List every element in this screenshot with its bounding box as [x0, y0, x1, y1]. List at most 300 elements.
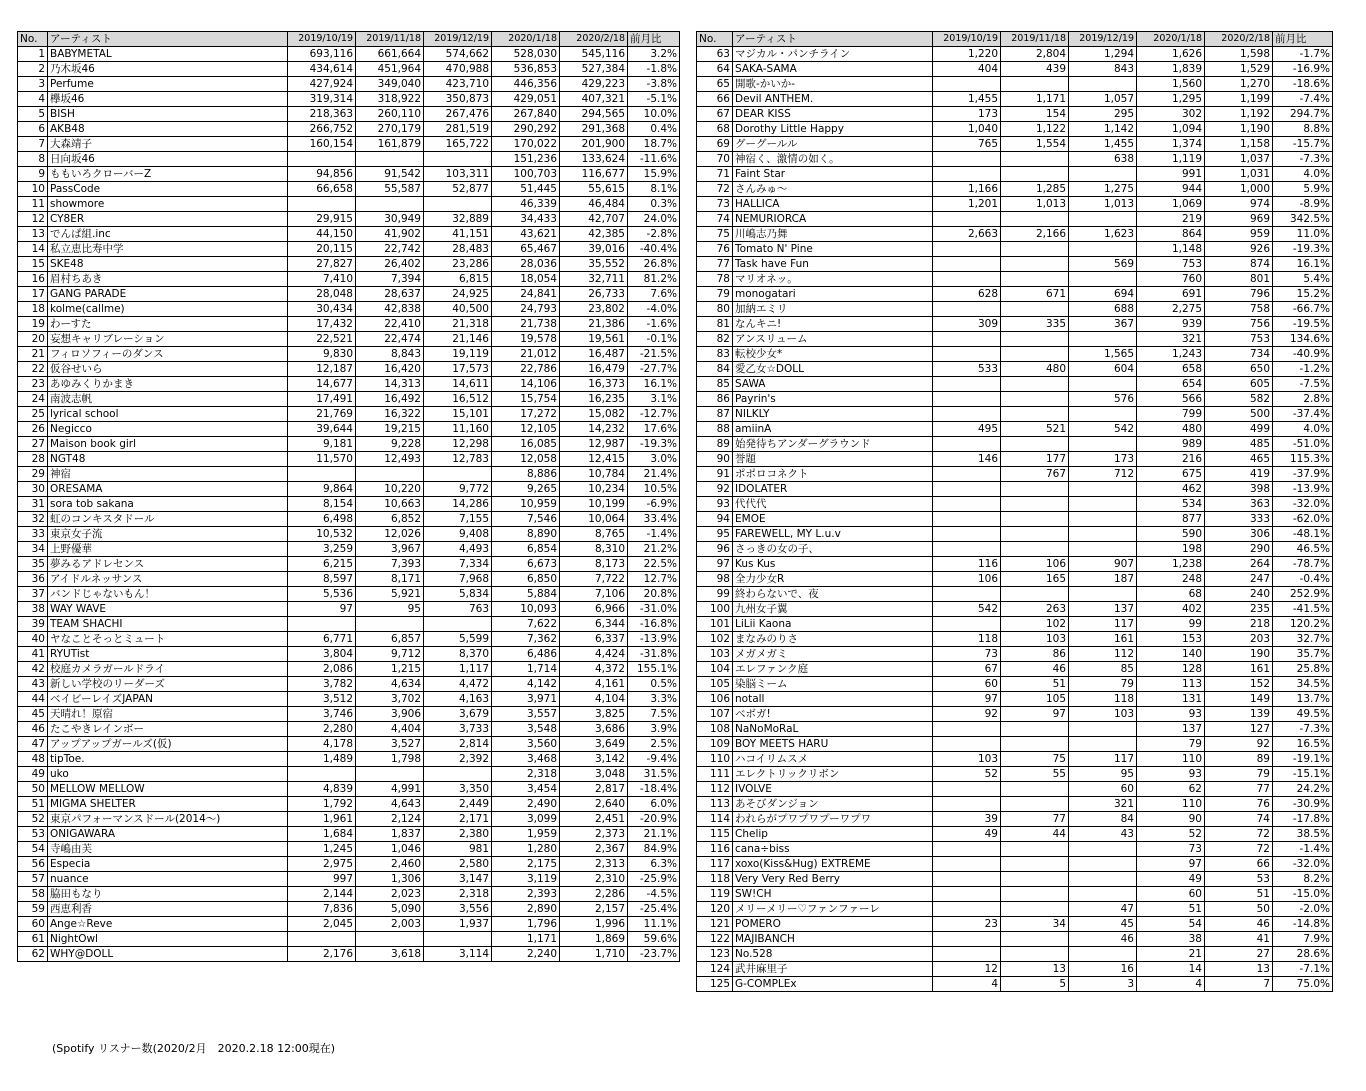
- listeners-cell: 758: [1205, 302, 1273, 317]
- artist-cell: 眉村ちあき: [48, 272, 288, 287]
- listeners-cell: 13: [1205, 962, 1273, 977]
- change-cell: 8.2%: [1273, 872, 1333, 887]
- table-row: [697, 77, 1333, 92]
- listeners-cell: 46,339: [492, 197, 560, 212]
- rank-cell: 115: [697, 827, 733, 842]
- listeners-cell: 3,557: [492, 707, 560, 722]
- rank-cell: 113: [697, 797, 733, 812]
- listeners-cell: [933, 482, 1001, 497]
- listeners-cell: 470,988: [424, 62, 492, 77]
- table-row: [18, 272, 680, 287]
- artist-cell: showmore: [48, 197, 288, 212]
- change-cell: 342.5%: [1273, 212, 1333, 227]
- rank-cell: 17: [18, 287, 48, 302]
- listeners-cell: 691: [1137, 287, 1205, 302]
- listeners-cell: [1069, 737, 1137, 752]
- header-change: 前月比: [1273, 32, 1333, 47]
- listeners-cell: 604: [1069, 362, 1137, 377]
- listeners-cell: 66: [1205, 857, 1273, 872]
- listeners-cell: [356, 467, 424, 482]
- listeners-cell: 9,181: [288, 437, 356, 452]
- artist-cell: 愛乙女☆DOLL: [733, 362, 933, 377]
- listeners-cell: 5,884: [492, 587, 560, 602]
- listeners-cell: [933, 377, 1001, 392]
- listeners-cell: 3,825: [560, 707, 628, 722]
- listeners-cell: 99: [1137, 617, 1205, 632]
- table-row: [18, 62, 680, 77]
- artist-cell: Task have Fun: [733, 257, 933, 272]
- listeners-cell: 959: [1205, 227, 1273, 242]
- listeners-cell: 688: [1069, 302, 1137, 317]
- rank-cell: 93: [697, 497, 733, 512]
- change-cell: -1.4%: [628, 527, 680, 542]
- rank-cell: 31: [18, 497, 48, 512]
- change-cell: -48.1%: [1273, 527, 1333, 542]
- listeners-cell: 574,662: [424, 47, 492, 62]
- table-row: [18, 302, 680, 317]
- table-row: [18, 857, 680, 872]
- listeners-cell: 712: [1069, 467, 1137, 482]
- change-cell: -15.1%: [1273, 767, 1333, 782]
- change-cell: -19.1%: [1273, 752, 1333, 767]
- listeners-cell: 7,394: [356, 272, 424, 287]
- listeners-cell: [288, 767, 356, 782]
- artist-cell: 誉題: [733, 452, 933, 467]
- change-cell: 4.0%: [1273, 167, 1333, 182]
- listeners-cell: 1,119: [1137, 152, 1205, 167]
- change-cell: 115.3%: [1273, 452, 1333, 467]
- listeners-cell: 20,115: [288, 242, 356, 257]
- change-cell: -7.4%: [1273, 92, 1333, 107]
- table-row: [697, 647, 1333, 662]
- artist-cell: amiinA: [733, 422, 933, 437]
- artist-cell: Dorothy Little Happy: [733, 122, 933, 137]
- listeners-cell: 8,171: [356, 572, 424, 587]
- listeners-cell: 3,618: [356, 947, 424, 962]
- listeners-cell: [933, 392, 1001, 407]
- listeners-cell: 97: [288, 602, 356, 617]
- listeners-cell: [424, 932, 492, 947]
- artist-cell: 欅坂46: [48, 92, 288, 107]
- table-row: [697, 542, 1333, 557]
- change-cell: 7.9%: [1273, 932, 1333, 947]
- artist-cell: tipToe.: [48, 752, 288, 767]
- listeners-cell: 137: [1069, 602, 1137, 617]
- artist-cell: GANG PARADE: [48, 287, 288, 302]
- listeners-cell: 170,022: [492, 137, 560, 152]
- table-row: [697, 347, 1333, 362]
- listeners-cell: 92: [1205, 737, 1273, 752]
- artist-cell: なんキニ!: [733, 317, 933, 332]
- rank-cell: 119: [697, 887, 733, 902]
- artist-cell: Perfume: [48, 77, 288, 92]
- artist-cell: Very Very Red Berry: [733, 872, 933, 887]
- header-date: 2019/10/19: [933, 32, 1001, 47]
- listeners-cell: 1,798: [356, 752, 424, 767]
- rank-cell: 74: [697, 212, 733, 227]
- listeners-cell: 263: [1001, 602, 1069, 617]
- change-cell: -2.8%: [628, 227, 680, 242]
- listeners-cell: 7,968: [424, 572, 492, 587]
- listeners-cell: 2,460: [356, 857, 424, 872]
- listeners-cell: 103: [1069, 707, 1137, 722]
- artist-cell: 寺嶋由芙: [48, 842, 288, 857]
- listeners-cell: 321: [1069, 797, 1137, 812]
- listeners-cell: 1,000: [1205, 182, 1273, 197]
- listeners-cell: 2,171: [424, 812, 492, 827]
- listeners-cell: 1,294: [1069, 47, 1137, 62]
- listeners-cell: [933, 152, 1001, 167]
- listeners-cell: [1001, 722, 1069, 737]
- listeners-cell: 94,856: [288, 167, 356, 182]
- listeners-cell: 42,385: [560, 227, 628, 242]
- artist-cell: CY8ER: [48, 212, 288, 227]
- artist-cell: NaNoMoRaL: [733, 722, 933, 737]
- listeners-cell: [933, 257, 1001, 272]
- listeners-cell: 3,906: [356, 707, 424, 722]
- listeners-cell: 294,565: [560, 107, 628, 122]
- listeners-cell: 9,228: [356, 437, 424, 452]
- listeners-cell: 12,187: [288, 362, 356, 377]
- listeners-cell: 4,472: [424, 677, 492, 692]
- listeners-cell: [1069, 512, 1137, 527]
- table-row: [697, 662, 1333, 677]
- listeners-cell: 6,850: [492, 572, 560, 587]
- listeners-cell: 19,561: [560, 332, 628, 347]
- listeners-cell: 216: [1137, 452, 1205, 467]
- rank-cell: 10: [18, 182, 48, 197]
- listeners-cell: 4,104: [560, 692, 628, 707]
- artist-cell: RYUTist: [48, 647, 288, 662]
- change-cell: 15.2%: [1273, 287, 1333, 302]
- artist-cell: まなみのりさ: [733, 632, 933, 647]
- artist-cell: さんみゅ〜: [733, 182, 933, 197]
- change-cell: 11.0%: [1273, 227, 1333, 242]
- change-cell: -13.9%: [1273, 482, 1333, 497]
- rank-cell: 70: [697, 152, 733, 167]
- listeners-cell: 3,468: [492, 752, 560, 767]
- rank-cell: 27: [18, 437, 48, 452]
- listeners-cell: 44,150: [288, 227, 356, 242]
- listeners-cell: 21: [1137, 947, 1205, 962]
- listeners-cell: 21,146: [424, 332, 492, 347]
- listeners-cell: 536,853: [492, 62, 560, 77]
- artist-cell: SW!CH: [733, 887, 933, 902]
- rank-cell: 46: [18, 722, 48, 737]
- listeners-cell: 10,663: [356, 497, 424, 512]
- rank-cell: 78: [697, 272, 733, 287]
- listeners-cell: 658: [1137, 362, 1205, 377]
- listeners-cell: 2,175: [492, 857, 560, 872]
- change-cell: -62.0%: [1273, 512, 1333, 527]
- rank-cell: 13: [18, 227, 48, 242]
- listeners-cell: [1001, 392, 1069, 407]
- listeners-cell: 35,552: [560, 257, 628, 272]
- listeners-cell: 28,036: [492, 257, 560, 272]
- listeners-cell: 14,286: [424, 497, 492, 512]
- listeners-cell: 66,658: [288, 182, 356, 197]
- listeners-cell: 267,840: [492, 107, 560, 122]
- artist-cell: IVOLVE: [733, 782, 933, 797]
- listeners-cell: 67: [933, 662, 1001, 677]
- listeners-cell: 55,615: [560, 182, 628, 197]
- change-cell: -2.0%: [1273, 902, 1333, 917]
- rank-cell: 12: [18, 212, 48, 227]
- listeners-cell: 350,873: [424, 92, 492, 107]
- listeners-cell: 112: [1069, 647, 1137, 662]
- rank-cell: 86: [697, 392, 733, 407]
- listeners-cell: 3,099: [492, 812, 560, 827]
- rank-cell: 123: [697, 947, 733, 962]
- listeners-cell: 2,144: [288, 887, 356, 902]
- listeners-cell: [933, 512, 1001, 527]
- listeners-cell: 139: [1205, 707, 1273, 722]
- listeners-cell: 26,402: [356, 257, 424, 272]
- listeners-cell: [1069, 407, 1137, 422]
- listeners-cell: 21,386: [560, 317, 628, 332]
- listeners-cell: 576: [1069, 392, 1137, 407]
- change-cell: -19.3%: [1273, 242, 1333, 257]
- listeners-cell: 154: [1001, 107, 1069, 122]
- rank-cell: 54: [18, 842, 48, 857]
- listeners-cell: 638: [1069, 152, 1137, 167]
- listeners-cell: 47: [1069, 902, 1137, 917]
- listeners-cell: 13: [1001, 962, 1069, 977]
- listeners-cell: [1001, 272, 1069, 287]
- table-row: [697, 167, 1333, 182]
- listeners-cell: 44: [1001, 827, 1069, 842]
- listeners-cell: 21,012: [492, 347, 560, 362]
- table-row: [697, 767, 1333, 782]
- listeners-cell: 240: [1205, 587, 1273, 602]
- table-row: [697, 272, 1333, 287]
- change-cell: 16.1%: [628, 377, 680, 392]
- listeners-cell: 1,220: [933, 47, 1001, 62]
- listeners-cell: 319,314: [288, 92, 356, 107]
- rank-cell: 21: [18, 347, 48, 362]
- artist-cell: マリオネッ。: [733, 272, 933, 287]
- artist-cell: 開歌-かいか-: [733, 77, 933, 92]
- table-row: [697, 617, 1333, 632]
- listeners-cell: 152: [1205, 677, 1273, 692]
- listeners-cell: 95: [1069, 767, 1137, 782]
- listeners-cell: 675: [1137, 467, 1205, 482]
- table-row: [18, 722, 680, 737]
- header-no: No.: [18, 32, 48, 47]
- listeners-cell: 110: [1137, 797, 1205, 812]
- listeners-cell: 1,626: [1137, 47, 1205, 62]
- listeners-cell: 153: [1137, 632, 1205, 647]
- listeners-cell: 734: [1205, 347, 1273, 362]
- listeners-cell: 1,306: [356, 872, 424, 887]
- listeners-cell: 86: [1001, 647, 1069, 662]
- listeners-cell: 21,318: [424, 317, 492, 332]
- listeners-cell: 8,173: [560, 557, 628, 572]
- change-cell: -17.8%: [1273, 812, 1333, 827]
- table-row: [697, 707, 1333, 722]
- listeners-cell: 9,772: [424, 482, 492, 497]
- rank-cell: 99: [697, 587, 733, 602]
- table-row: [697, 452, 1333, 467]
- change-cell: 7.5%: [628, 707, 680, 722]
- listeners-cell: 116: [933, 557, 1001, 572]
- listeners-cell: 582: [1205, 392, 1273, 407]
- listeners-cell: [1001, 797, 1069, 812]
- header-date: 2019/10/19: [288, 32, 356, 47]
- change-cell: 26.8%: [628, 257, 680, 272]
- listeners-cell: 12,026: [356, 527, 424, 542]
- rank-cell: 9: [18, 167, 48, 182]
- rank-cell: 122: [697, 932, 733, 947]
- rank-cell: 109: [697, 737, 733, 752]
- listeners-cell: 24,925: [424, 287, 492, 302]
- artist-cell: 東京女子流: [48, 527, 288, 542]
- table-row: [697, 62, 1333, 77]
- listeners-cell: [424, 767, 492, 782]
- listeners-cell: 95: [356, 602, 424, 617]
- listeners-cell: [288, 617, 356, 632]
- change-cell: -27.7%: [628, 362, 680, 377]
- listeners-cell: 2,275: [1137, 302, 1205, 317]
- table-row: [697, 137, 1333, 152]
- listeners-cell: 100,703: [492, 167, 560, 182]
- listeners-cell: 1,046: [356, 842, 424, 857]
- listeners-cell: [356, 767, 424, 782]
- listeners-cell: 429,223: [560, 77, 628, 92]
- listeners-cell: 10,532: [288, 527, 356, 542]
- listeners-cell: 1,796: [492, 917, 560, 932]
- listeners-cell: 2,975: [288, 857, 356, 872]
- rank-cell: 65: [697, 77, 733, 92]
- artist-cell: 東京パフォーマンスドール(2014〜): [48, 812, 288, 827]
- artist-cell: IDOLATER: [733, 482, 933, 497]
- listeners-cell: [933, 902, 1001, 917]
- listeners-cell: 2,580: [424, 857, 492, 872]
- listeners-cell: 3,649: [560, 737, 628, 752]
- rank-cell: 73: [697, 197, 733, 212]
- listeners-cell: 264: [1205, 557, 1273, 572]
- listeners-cell: 1,190: [1205, 122, 1273, 137]
- table-row: [18, 92, 680, 107]
- table-row: [697, 152, 1333, 167]
- artist-cell: メリーメリー♡ファンファーレ: [733, 902, 933, 917]
- change-cell: 0.5%: [628, 677, 680, 692]
- table-row: [697, 737, 1333, 752]
- rank-cell: 87: [697, 407, 733, 422]
- artist-cell: 西恵利香: [48, 902, 288, 917]
- listeners-cell: [1001, 512, 1069, 527]
- listeners-cell: 5,921: [356, 587, 424, 602]
- rank-cell: 14: [18, 242, 48, 257]
- table-row: [18, 557, 680, 572]
- header-date: 2019/12/19: [1069, 32, 1137, 47]
- rank-cell: 89: [697, 437, 733, 452]
- listeners-cell: 103: [933, 752, 1001, 767]
- listeners-cell: [1001, 257, 1069, 272]
- rank-cell: 111: [697, 767, 733, 782]
- listeners-cell: [1001, 887, 1069, 902]
- artist-cell: Chelip: [733, 827, 933, 842]
- listeners-cell: 12,298: [424, 437, 492, 452]
- change-cell: -30.9%: [1273, 797, 1333, 812]
- listeners-cell: 235: [1205, 602, 1273, 617]
- change-cell: 20.8%: [628, 587, 680, 602]
- listeners-cell: 6,815: [424, 272, 492, 287]
- listeners-cell: 55: [1001, 767, 1069, 782]
- artist-cell: ベイビーレイズJAPAN: [48, 692, 288, 707]
- listeners-cell: 534: [1137, 497, 1205, 512]
- listeners-cell: 1,623: [1069, 227, 1137, 242]
- listeners-cell: 533: [933, 362, 1001, 377]
- rank-cell: 85: [697, 377, 733, 392]
- listeners-cell: 28,637: [356, 287, 424, 302]
- listeners-cell: 767: [1001, 467, 1069, 482]
- listeners-cell: 15,101: [424, 407, 492, 422]
- rank-cell: 16: [18, 272, 48, 287]
- listeners-cell: 1,199: [1205, 92, 1273, 107]
- listeners-cell: 27,827: [288, 257, 356, 272]
- artist-cell: グーグールル: [733, 137, 933, 152]
- artist-cell: 川嶋志乃舞: [733, 227, 933, 242]
- listeners-cell: 128: [1137, 662, 1205, 677]
- listeners-cell: 24,841: [492, 287, 560, 302]
- artist-cell: Faint Star: [733, 167, 933, 182]
- header-artist: アーティスト: [733, 32, 933, 47]
- artist-cell: MELLOW MELLOW: [48, 782, 288, 797]
- change-cell: 0.4%: [628, 122, 680, 137]
- artist-cell: マジカル・パンチライン: [733, 47, 933, 62]
- table-row: [697, 527, 1333, 542]
- artist-cell: MAJIBANCH: [733, 932, 933, 947]
- listeners-cell: 545,116: [560, 47, 628, 62]
- listeners-cell: 131: [1137, 692, 1205, 707]
- table-row: [18, 917, 680, 932]
- artist-cell: バンドじゃないもん！: [48, 587, 288, 602]
- listeners-cell: 9,265: [492, 482, 560, 497]
- artist-cell: NGT48: [48, 452, 288, 467]
- rank-cell: 28: [18, 452, 48, 467]
- listeners-cell: 102: [1001, 617, 1069, 632]
- listeners-cell: 1,117: [424, 662, 492, 677]
- artist-cell: NILKLY: [733, 407, 933, 422]
- table-row: [18, 377, 680, 392]
- listeners-cell: [1069, 527, 1137, 542]
- listeners-cell: 2,086: [288, 662, 356, 677]
- listeners-cell: 605: [1205, 377, 1273, 392]
- table-row: [697, 107, 1333, 122]
- listeners-cell: 105: [1001, 692, 1069, 707]
- listeners-cell: [1069, 722, 1137, 737]
- listeners-cell: 198: [1137, 542, 1205, 557]
- listeners-cell: 7,546: [492, 512, 560, 527]
- change-cell: 3.9%: [628, 722, 680, 737]
- listeners-cell: 190: [1205, 647, 1273, 662]
- listeners-cell: 106: [1001, 557, 1069, 572]
- listeners-cell: [933, 497, 1001, 512]
- listeners-cell: [1001, 872, 1069, 887]
- listeners-cell: [1069, 587, 1137, 602]
- artist-cell: 全力少女R: [733, 572, 933, 587]
- listeners-cell: 398: [1205, 482, 1273, 497]
- listeners-cell: 10,093: [492, 602, 560, 617]
- rank-cell: 7: [18, 137, 48, 152]
- table-row: [697, 962, 1333, 977]
- table-row: [18, 632, 680, 647]
- listeners-cell: 1,280: [492, 842, 560, 857]
- listeners-cell: 295: [1069, 107, 1137, 122]
- listeners-cell: 10,959: [492, 497, 560, 512]
- listeners-cell: [356, 932, 424, 947]
